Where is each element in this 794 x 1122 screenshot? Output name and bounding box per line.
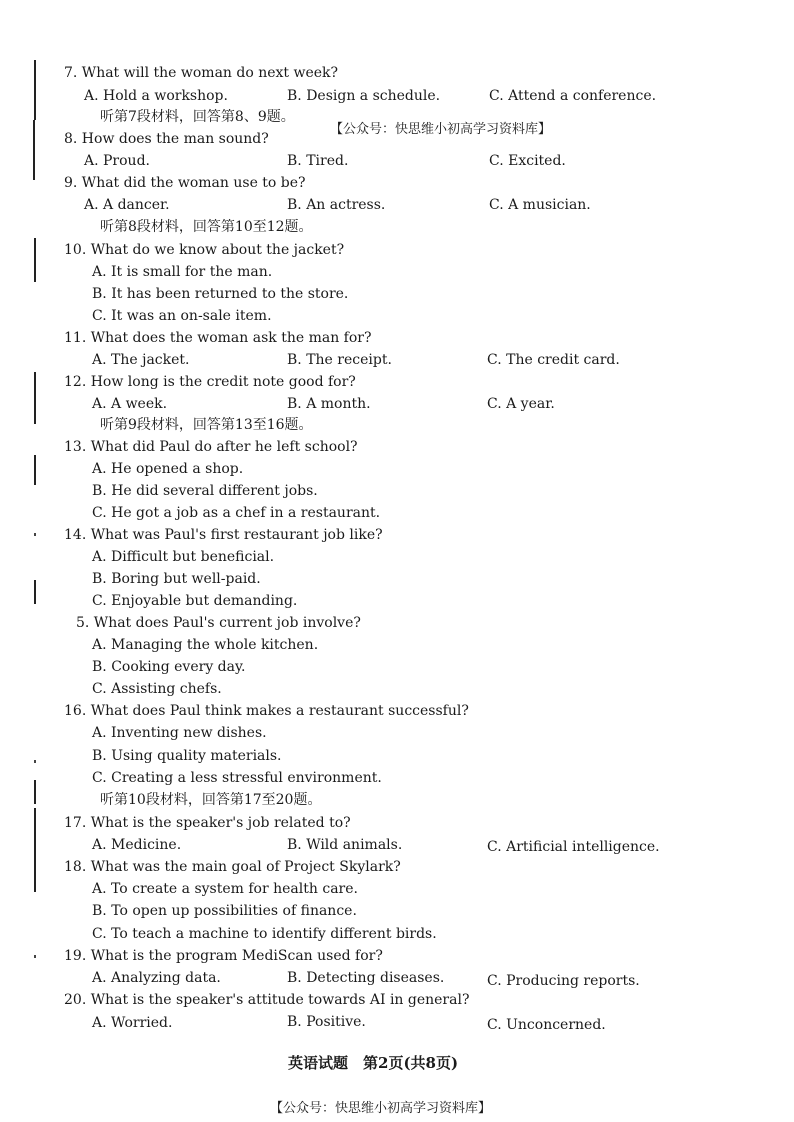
margin-mark [34, 372, 36, 424]
answer-option: B. Tired. [287, 153, 349, 169]
answer-option: A. Hold a workshop. [84, 88, 228, 104]
question-stem: 19. What is the program MediScan used for? [64, 948, 383, 964]
question-stem: 16. What does Paul think makes a restaurant successful? [64, 703, 469, 719]
answer-option: B. He did several different jobs. [92, 483, 318, 499]
margin-mark [34, 580, 36, 604]
answer-option: A. Medicine. [92, 837, 182, 853]
answer-option: B. Detecting diseases. [287, 970, 445, 986]
answer-option: C. Attend a conference. [489, 88, 657, 104]
margin-mark [34, 780, 36, 804]
answer-option: C. It was an on-sale item. [92, 308, 272, 324]
answer-option: C. Excited. [489, 153, 566, 169]
question-stem: 11. What does the woman ask the man for? [64, 330, 372, 346]
question-stem: 12. How long is the credit note good for? [64, 374, 356, 390]
answer-option: B. It has been returned to the store. [92, 286, 349, 302]
margin-mark [34, 808, 36, 892]
answer-option: A. A dancer. [84, 197, 170, 213]
answer-option: A. A week. [92, 396, 168, 412]
answer-option: B. Boring but well-paid. [92, 571, 261, 587]
question-stem: 8. How does the man sound? [64, 131, 269, 147]
section-instruction: 听第9段材料，回答第13至16题。 [100, 417, 313, 433]
answer-option: B. An actress. [287, 197, 386, 213]
question-stem: 9. What did the woman use to be? [64, 175, 306, 191]
answer-option: A. Worried. [92, 1015, 173, 1031]
answer-option: C. A musician. [489, 197, 591, 213]
answer-option: A. Inventing new dishes. [92, 725, 267, 741]
question-stem: 10. What do we know about the jacket? [64, 242, 345, 258]
question-stem: 7. What will the woman do next week? [64, 65, 339, 81]
margin-mark [34, 455, 36, 485]
answer-option: C. Unconcerned. [487, 1017, 606, 1033]
answer-option: A. Difficult but beneficial. [92, 549, 275, 565]
answer-option: A. He opened a shop. [92, 461, 244, 477]
question-stem: 13. What did Paul do after he left school? [64, 439, 358, 455]
question-stem: 14. What was Paul's first restaurant job like? [64, 527, 383, 543]
answer-option: A. Managing the whole kitchen. [92, 637, 319, 653]
margin-mark [33, 120, 35, 180]
answer-option: C. Artificial intelligence. [487, 839, 660, 855]
answer-option: B. Using quality materials. [92, 748, 282, 764]
answer-option: C. He got a job as a chef in a restaurant. [92, 505, 381, 521]
question-stem: 5. What does Paul's current job involve? [76, 615, 361, 631]
margin-dot [34, 955, 36, 958]
answer-option: A. It is small for the man. [92, 264, 273, 280]
page-footer: 英语试题 第2页(共8页) [288, 1054, 459, 1072]
answer-option: B. Design a schedule. [287, 88, 441, 104]
watermark-top: 【公众号：快思维小初高学习资料库】 [330, 122, 552, 137]
watermark-bottom: 【公众号：快思维小初高学习资料库】 [270, 1101, 492, 1116]
margin-dot [34, 533, 36, 536]
answer-option: C. The credit card. [487, 352, 620, 368]
answer-option: C. Assisting chefs. [92, 681, 222, 697]
answer-option: C. A year. [487, 396, 555, 412]
answer-option: C. Producing reports. [487, 973, 640, 989]
question-stem: 17. What is the speaker's job related to? [64, 815, 351, 831]
question-stem: 20. What is the speaker's attitude towards AI in general? [64, 992, 470, 1008]
answer-option: B. A month. [287, 396, 371, 412]
section-instruction: 听第8段材料，回答第10至12题。 [100, 219, 313, 235]
answer-option: A. Proud. [84, 153, 150, 169]
margin-dot [34, 760, 36, 763]
section-instruction: 听第10段材料，回答第17至20题。 [100, 792, 322, 808]
margin-mark [34, 60, 36, 120]
answer-option: B. The receipt. [287, 352, 392, 368]
answer-option: B. Wild animals. [287, 837, 403, 853]
answer-option: B. Cooking every day. [92, 659, 246, 675]
answer-option: A. The jacket. [92, 352, 190, 368]
question-stem: 18. What was the main goal of Project Skylark? [64, 859, 401, 875]
section-instruction: 听第7段材料，回答第8、9题。 [100, 109, 295, 125]
margin-mark [34, 238, 36, 282]
answer-option: C. Enjoyable but demanding. [92, 593, 298, 609]
answer-option: B. Positive. [287, 1014, 366, 1030]
answer-option: C. To teach a machine to identify different birds. [92, 926, 437, 942]
answer-option: C. Creating a less stressful environment. [92, 770, 382, 786]
answer-option: A. Analyzing data. [92, 970, 221, 986]
answer-option: B. To open up possibilities of finance. [92, 903, 357, 919]
answer-option: A. To create a system for health care. [92, 881, 358, 897]
